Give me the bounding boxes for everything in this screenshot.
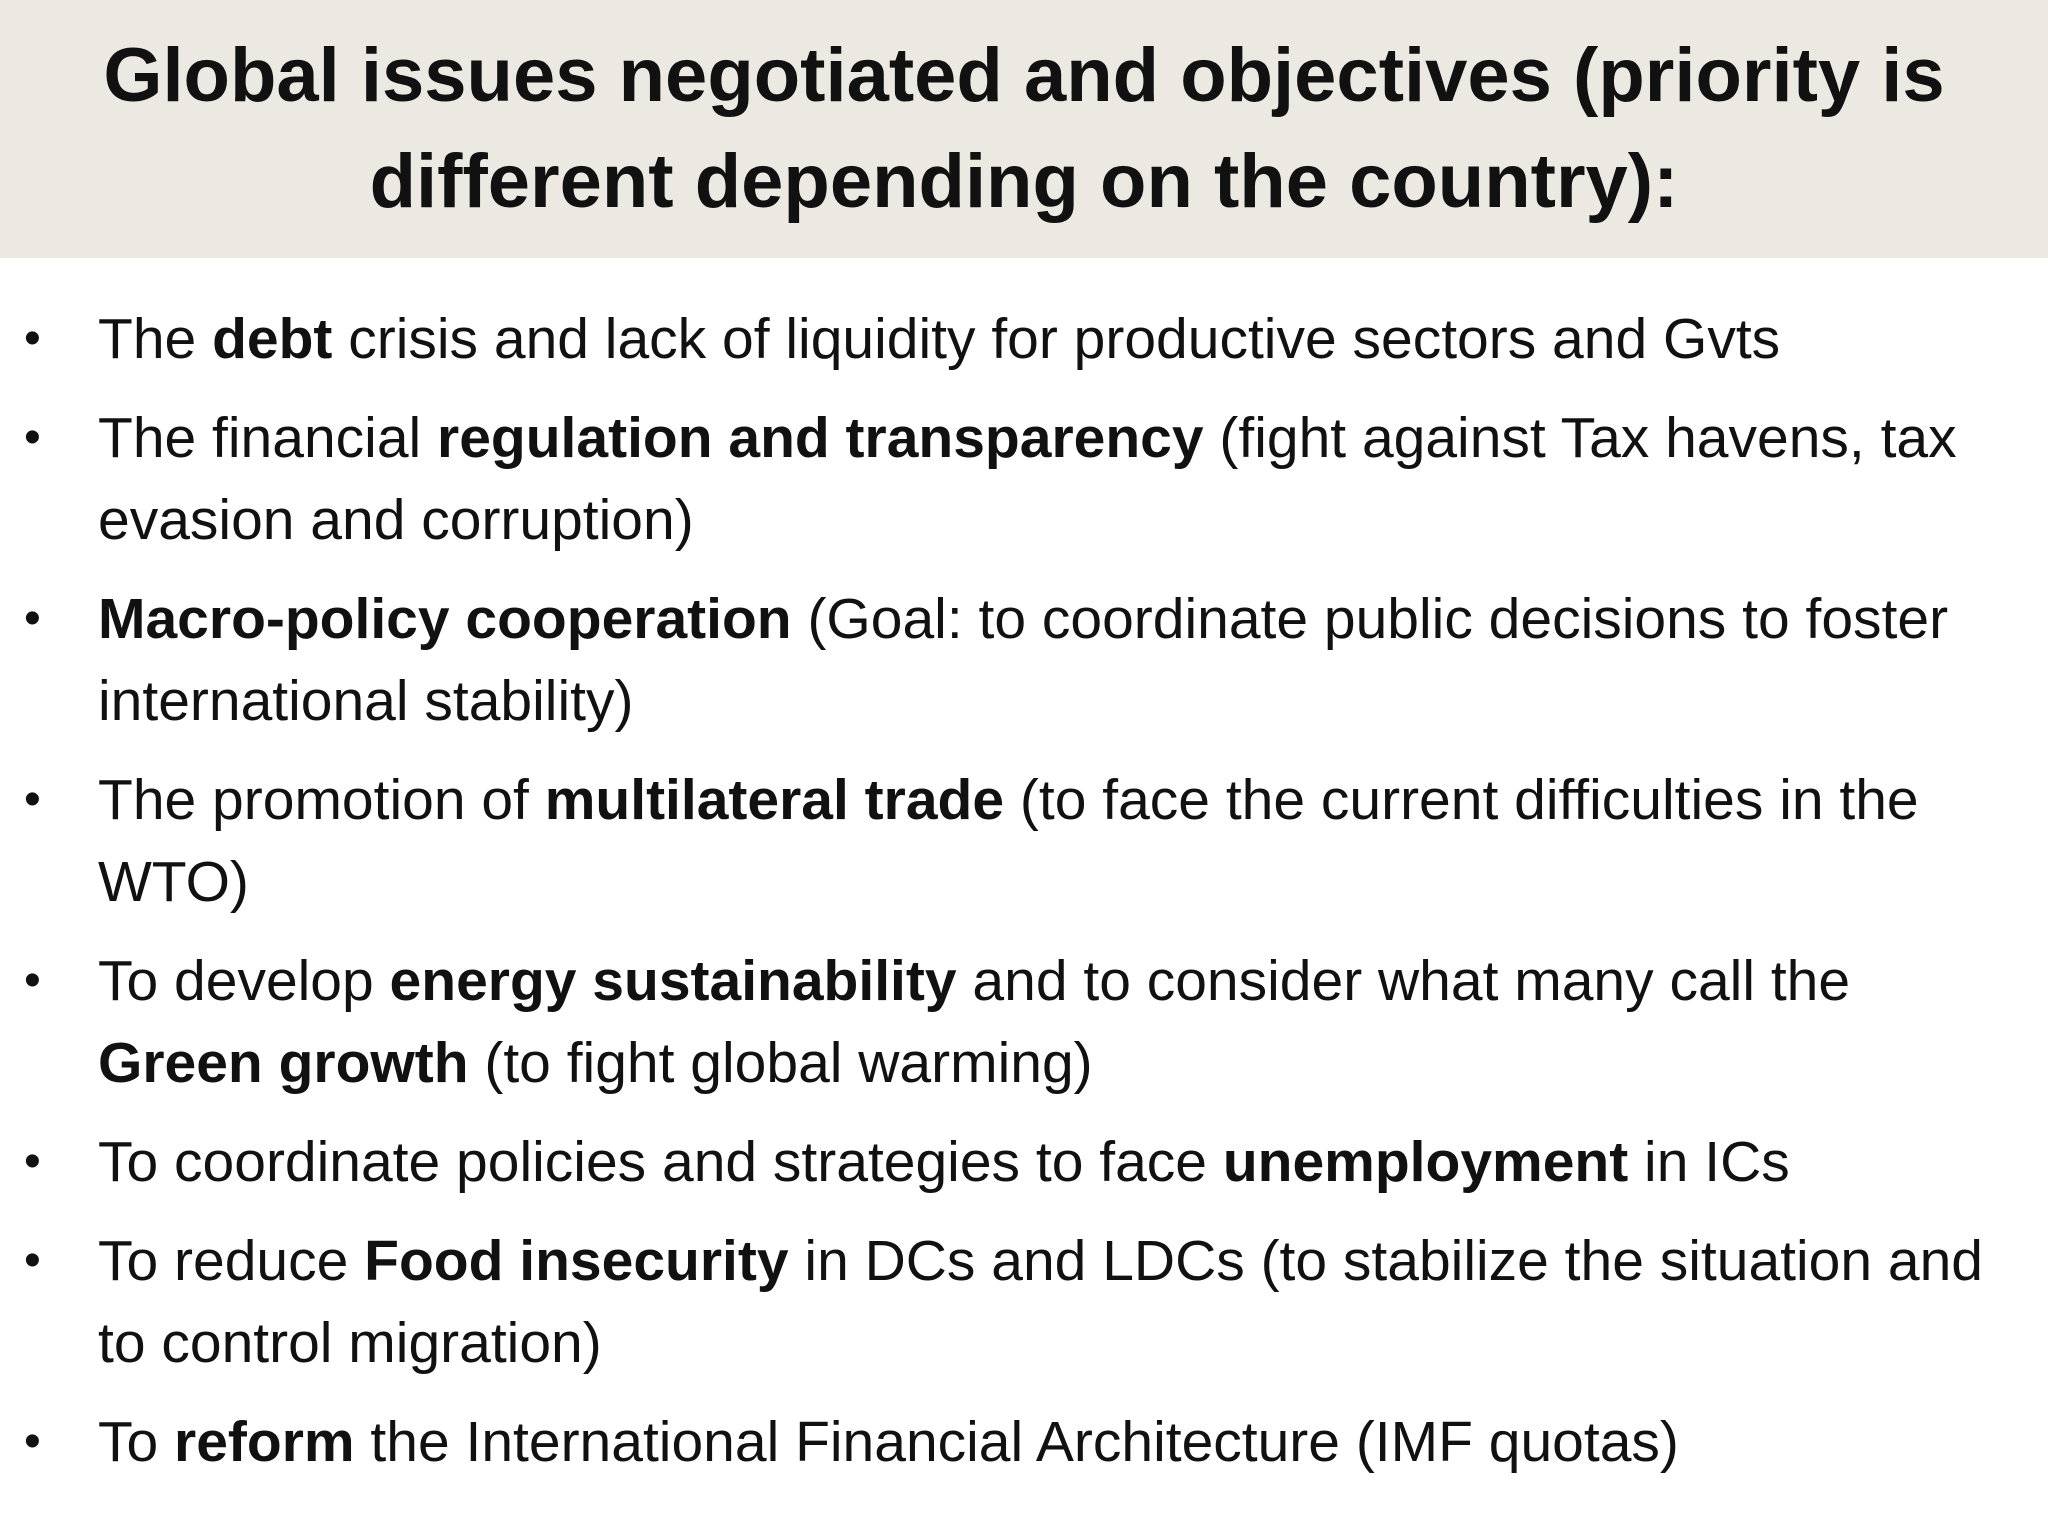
bullet-segment: (to face the current difficulties in the WTO) (98, 768, 1919, 914)
bullet-item (0, 298, 2048, 380)
bullet-segment: The (98, 307, 213, 371)
bullet-segment: (fight against Tax havens, tax evasion and corruption) (98, 406, 1957, 552)
bullet-dot-icon: • (24, 1415, 41, 1468)
bullet-emphasis: Macro-policy cooperation (98, 587, 792, 651)
bullet-emphasis: unemployment (1222, 1130, 1629, 1194)
bullet-segment: in DCs and LDCs (to stabilize the situation and to control migration) (98, 1229, 1984, 1375)
bullet-dot-icon: • (24, 1234, 41, 1287)
bullet-item (0, 940, 2048, 1104)
bullet-emphasis: energy sustainability (389, 949, 957, 1013)
bullet-emphasis: reform (174, 1410, 355, 1474)
bullet-text (98, 949, 1850, 1095)
slide-title: Global issues negotiated and objectives (priority is different depending on the country): (103, 33, 1945, 224)
bullet-item (0, 397, 2048, 561)
bullet-text (98, 1410, 1679, 1474)
bullet-item (0, 1401, 2048, 1483)
bullet-text (98, 1229, 1983, 1375)
bullet-dot-icon: • (24, 773, 41, 826)
bullet-segment: (to fight global warming) (468, 1031, 1093, 1095)
bullet-segment: The promotion of (98, 768, 545, 832)
bullet-segment: To reduce (98, 1229, 365, 1293)
bullet-segment: (Goal: to coordinate public decisions to foster international stability) (98, 587, 1949, 733)
bullet-emphasis: Green growth (98, 1031, 469, 1095)
bullet-text (98, 406, 1957, 552)
bullet-segment: in ICs (1628, 1130, 1790, 1194)
bullet-segment: To (98, 1410, 175, 1474)
bullet-text (98, 587, 1948, 733)
bullet-segment: the International Financial Architecture (IMF quotas) (354, 1410, 1679, 1474)
bullet-item (0, 578, 2048, 742)
bullet-dot-icon: • (24, 411, 41, 464)
bullet-item (0, 1121, 2048, 1203)
bullet-text (98, 307, 1780, 371)
bullet-dot-icon: • (24, 592, 41, 645)
bullet-text (98, 1130, 1790, 1194)
title-band (0, 0, 2048, 258)
bullet-text (98, 768, 1919, 914)
bullet-dot-icon: • (24, 312, 41, 365)
bullet-emphasis: multilateral trade (544, 768, 1005, 832)
bullet-item (0, 1220, 2048, 1384)
bullet-segment: crisis and lack of liquidity for productive sectors and Gvts (332, 307, 1781, 371)
bullet-dot-icon: • (24, 954, 41, 1007)
bullet-item (0, 759, 2048, 923)
bullet-segment: The financial (98, 406, 438, 470)
bullet-emphasis: debt (212, 307, 333, 371)
bullet-emphasis: regulation and transparency (437, 406, 1204, 470)
bullet-segment: To coordinate policies and strategies to face (98, 1130, 1223, 1194)
bullet-segment: To develop (98, 949, 390, 1013)
bullet-list (0, 298, 2048, 1500)
bullet-segment: and to consider what many call the (956, 949, 1851, 1013)
bullet-emphasis: Food insecurity (364, 1229, 789, 1293)
bullet-dot-icon: • (24, 1135, 41, 1188)
